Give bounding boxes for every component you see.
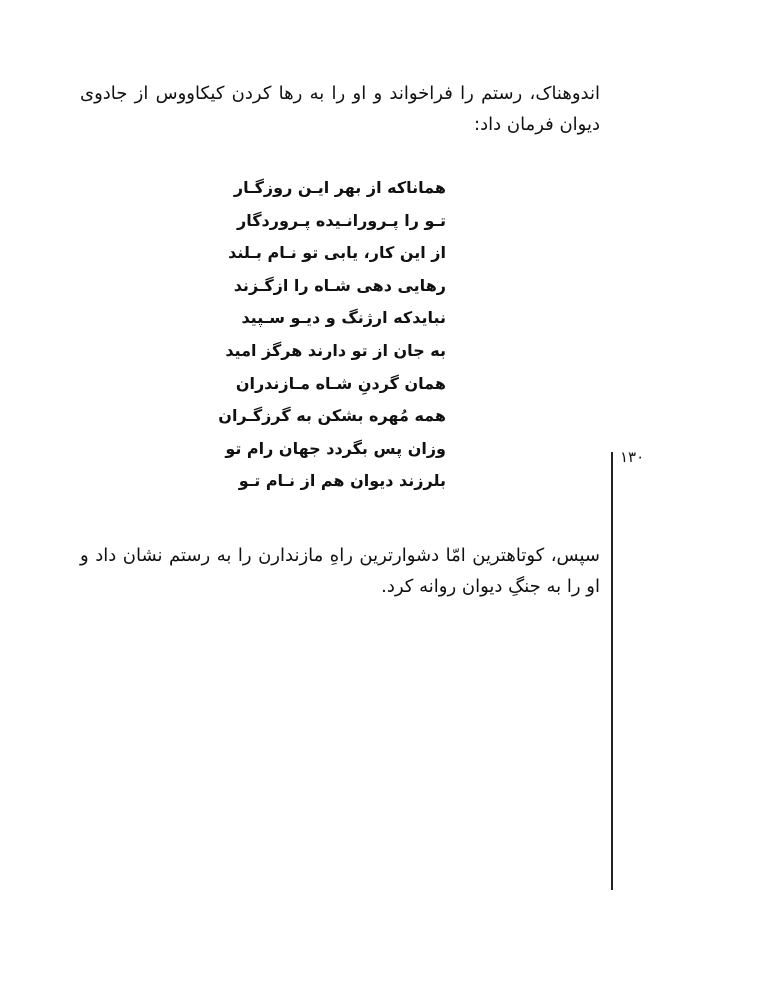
closing-paragraph: سپس، کوتاهترین امّا دشوارترین راهِ مازندارن را به رستم نشان داد و او را به جنگِ دیوان روانه کرد.: [80, 545, 600, 597]
margin-rule: [611, 452, 613, 890]
intro-paragraph: اندوهناک، رستم را فراخواند و او را به رها کردن کیکاووس از جادوی دیوان فرمان داد:: [80, 83, 600, 135]
poem-line: وزان پس بگردد جهان رام تو: [225, 438, 446, 458]
poem-line: به جان از تو دارند هرگز امید: [225, 340, 446, 360]
poem-line: هماناکه از بهر ایـن روزگـار: [233, 178, 446, 197]
poem: [218, 172, 446, 498]
margin-line-number: ۱۳۰: [620, 448, 645, 466]
poem-line: همان گردنِ شـاه مـازندران: [235, 373, 446, 393]
poem-line: تـو را پـرورانـیده پـروردگار: [237, 210, 446, 230]
poem-line: از این کار، یابی تو نـام بـلند: [228, 243, 446, 263]
poem-line: همه مُهره بشکن به گرزگـران: [218, 406, 446, 426]
poem-line: رهایی دهی شـاه را ازگـزند: [233, 275, 446, 295]
poem-line: نبایدکه ارژنگ و دیـو سـپید: [241, 308, 446, 328]
poem-line: بلرزند دیوان هم از نـام تـو: [238, 471, 446, 491]
